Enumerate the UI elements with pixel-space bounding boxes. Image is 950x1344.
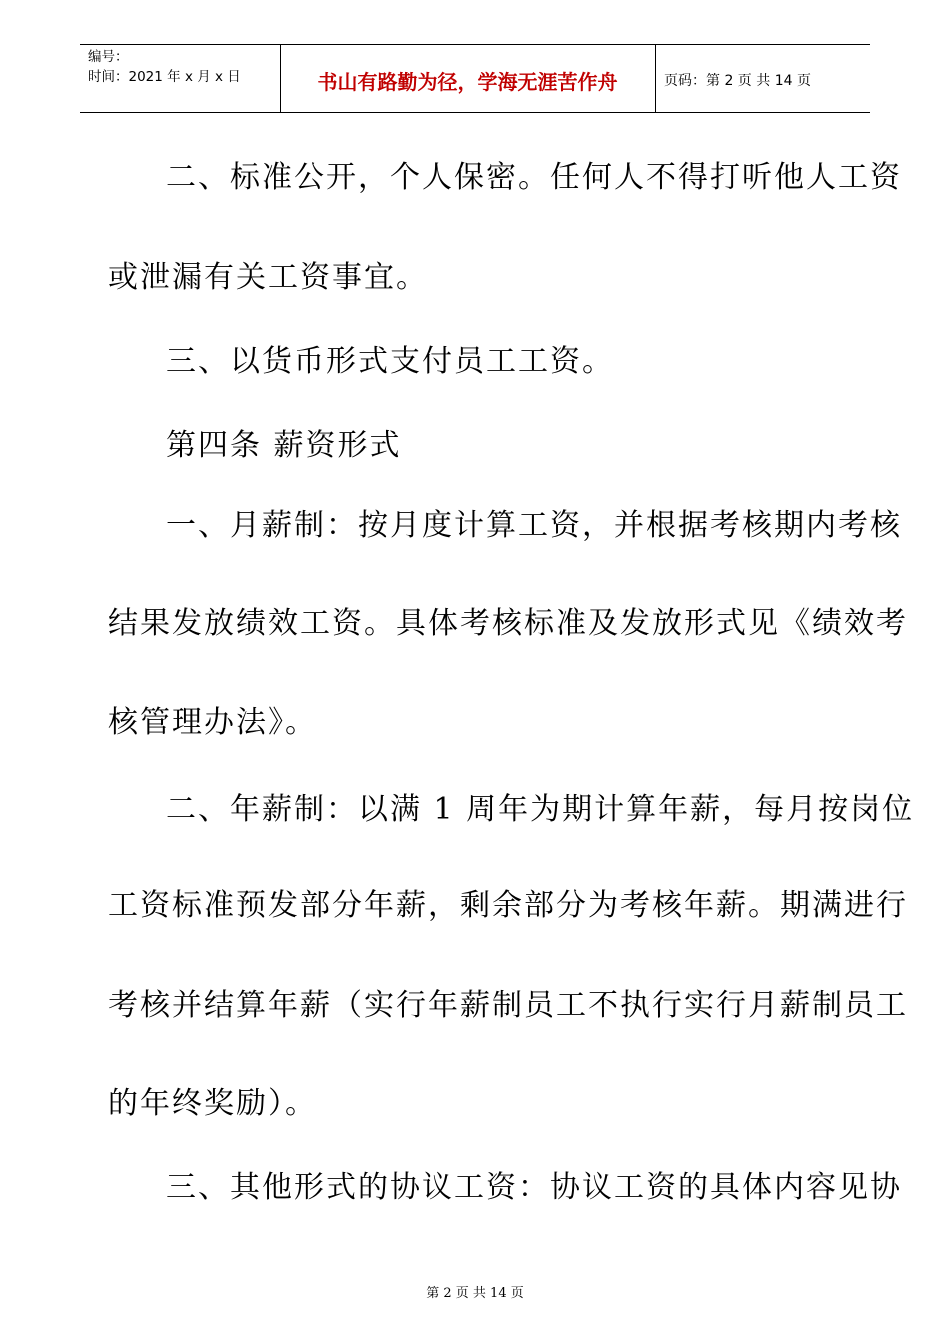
header-page-info: 页码：第 2 页 共 14 页 (664, 73, 811, 89)
header-top-rule (80, 44, 870, 45)
paragraph-line: 二、年薪制：以满 1 周年为期计算年薪，每月按岗位 (166, 792, 915, 827)
paragraph-line: 核管理办法》。 (108, 705, 317, 740)
paragraph-line: 工资标准预发部分年薪，剩余部分为考核年薪。期满进行 (108, 888, 908, 923)
paragraph-line: 三、其他形式的协议工资：协议工资的具体内容见协 (166, 1170, 902, 1205)
time-label: 时间：2021 年 x 月 x 日 (88, 69, 241, 85)
header-divider (655, 44, 656, 113)
header-motto: 书山有路勤为径，学海无涯苦作舟 (317, 70, 618, 94)
paragraph-line: 考核并结算年薪（实行年薪制员工不执行实行月薪制员工 (108, 988, 908, 1023)
page-header (80, 44, 870, 114)
paragraph-line: 的年终奖励）。 (108, 1086, 317, 1121)
paragraph-line: 二、标准公开，个人保密。任何人不得打听他人工资 (166, 160, 902, 195)
page-footer: 第 2 页 共 14 页 (426, 1286, 524, 1301)
paragraph-line: 一、月薪制：按月度计算工资，并根据考核期内考核 (166, 508, 902, 543)
paragraph-line: 结果发放绩效工资。具体考核标准及发放形式见《绩效考 (108, 606, 908, 641)
number-label: 编号： (88, 49, 129, 65)
header-meta (88, 47, 241, 87)
header-bottom-rule (80, 112, 870, 113)
section-heading: 第四条 薪资形式 (166, 428, 402, 463)
paragraph-line: 或泄漏有关工资事宜。 (108, 260, 428, 295)
paragraph-line: 三、以货币形式支付员工工资。 (166, 344, 614, 379)
